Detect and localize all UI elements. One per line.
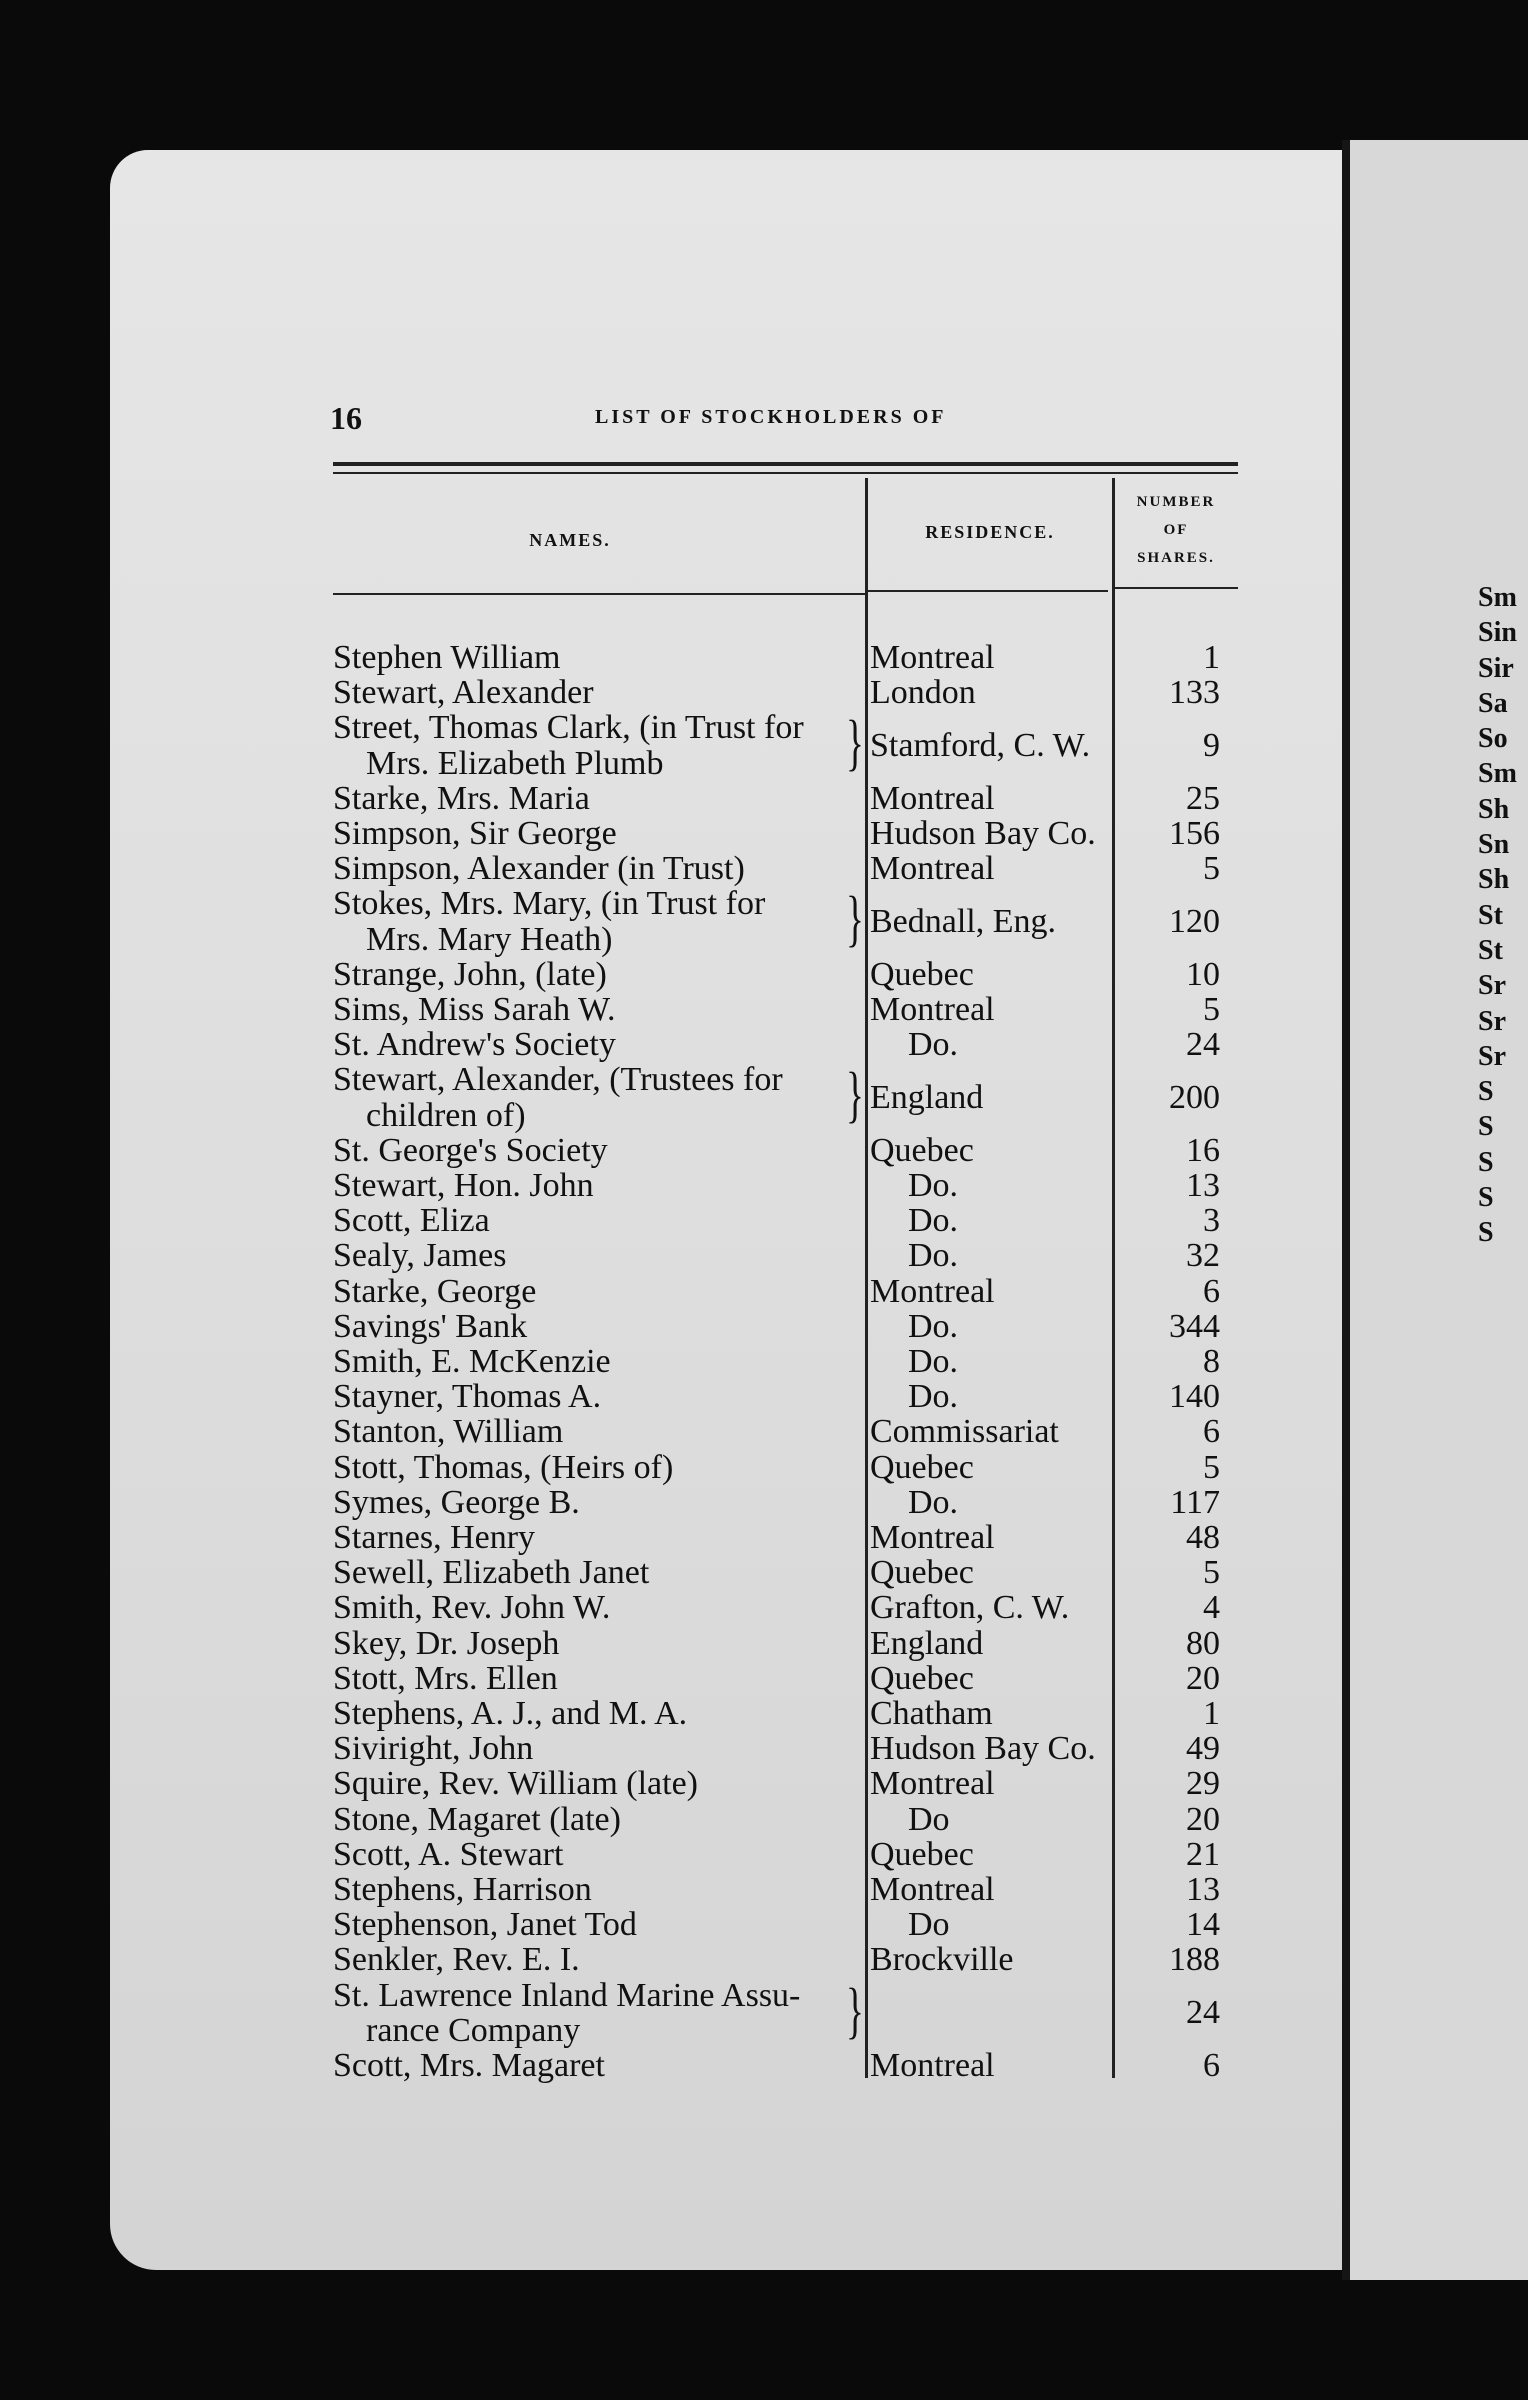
stockholder-shares: 117 (1170, 1483, 1220, 1521)
stockholder-name: Stephens, A. J., and M. A. (333, 1695, 688, 1732)
stockholder-name: Street, Thomas Clark, (in Trust for (333, 709, 804, 747)
stockholder-shares: 200 (1169, 1079, 1220, 1116)
stockholder-shares: 13 (1186, 1871, 1220, 1908)
stockholder-shares: 20 (1186, 1800, 1220, 1838)
shares-header-line-2: OF (1163, 522, 1189, 538)
stockholder-name: Sealy, James (333, 1237, 507, 1275)
stockholder-shares: 10 (1186, 955, 1220, 993)
stockholder-name: St. Lawrence Inland Marine Assu- (333, 1976, 801, 2014)
facing-page-fragment: Sh (1478, 864, 1510, 896)
facing-page-fragment: Sm (1478, 758, 1517, 790)
stockholder-shares: 120 (1169, 903, 1220, 940)
facing-page-fragment: S (1478, 1217, 1494, 1249)
stockholder-shares: 25 (1186, 779, 1220, 817)
stockholder-shares: 14 (1186, 1906, 1220, 1944)
stockholder-shares: 9 (1203, 727, 1220, 764)
brace-mark: } (845, 709, 864, 778)
stockholder-name: St. Andrew's Society (333, 1026, 616, 1064)
stockholder-residence: Montreal (870, 850, 995, 888)
document-page (110, 150, 1435, 2270)
stockholder-shares: 24 (1186, 1994, 1220, 2032)
stockholder-residence: Montreal (870, 779, 995, 817)
facing-page-fragment: Sr (1478, 970, 1506, 1002)
facing-page-fragment: Sh (1478, 793, 1510, 825)
stockholder-name: Sims, Miss Sarah W. (333, 991, 616, 1028)
top-rule-thick (333, 462, 1238, 466)
header-bottom-rule (333, 593, 868, 595)
stockholder-name: Skey, Dr. Joseph (333, 1624, 560, 1662)
stockholder-shares: 5 (1203, 991, 1220, 1028)
stockholder-residence: Do. (908, 1378, 959, 1416)
stockholder-name: Stephen William (333, 639, 561, 676)
facing-page-fragment: So (1478, 723, 1508, 755)
stockholder-name: Stewart, Hon. John (333, 1167, 594, 1204)
stockholder-name: Stayner, Thomas A. (333, 1378, 602, 1416)
brace-mark: } (845, 1061, 864, 1130)
stockholder-shares: 5 (1203, 1448, 1220, 1486)
stockholder-residence: Montreal (870, 2047, 995, 2084)
stockholder-name: Stott, Thomas, (Heirs of) (333, 1448, 674, 1486)
stockholder-name: Scott, Eliza (333, 1202, 490, 1240)
stockholder-residence: Hudson Bay Co. (870, 815, 1096, 852)
stockholder-shares: 32 (1186, 1237, 1220, 1275)
stockholder-name: Symes, George B. (333, 1483, 580, 1521)
page-gutter (1342, 140, 1350, 2280)
stockholder-name: Squire, Rev. William (late) (333, 1765, 698, 1803)
stockholder-name: Stewart, Alexander (333, 674, 594, 712)
facing-page-fragment: S (1478, 1146, 1494, 1178)
column-divider-1 (865, 478, 868, 2078)
stockholder-name: Senkler, Rev. E. I. (333, 1941, 580, 1979)
stockholder-name: Stephens, Harrison (333, 1871, 592, 1908)
stockholder-name: Scott, A. Stewart (333, 1835, 564, 1873)
facing-page-fragment: Sr (1478, 1005, 1506, 1037)
stockholder-name: Starnes, Henry (333, 1519, 536, 1556)
stockholder-residence: Commissariat (870, 1413, 1059, 1451)
stockholder-residence: England (870, 1079, 984, 1116)
stockholder-residence: England (870, 1624, 984, 1662)
stockholder-residence: Do. (908, 1307, 959, 1345)
stockholder-residence: Hudson Bay Co. (870, 1730, 1096, 1768)
stockholder-shares: 140 (1169, 1378, 1220, 1416)
stockholder-name: Simpson, Alexander (in Trust) (333, 850, 745, 888)
stockholder-residence: Grafton, C. W. (870, 1589, 1070, 1627)
stockholder-shares: 3 (1203, 1202, 1220, 1240)
stockholder-shares: 4 (1203, 1589, 1220, 1627)
stockholder-shares: 49 (1186, 1730, 1220, 1768)
stockholder-residence: Bednall, Eng. (870, 903, 1057, 940)
stockholder-name: Stott, Mrs. Ellen (333, 1659, 558, 1697)
stockholder-shares: 6 (1203, 2047, 1220, 2084)
stockholder-shares: 344 (1169, 1307, 1220, 1345)
stockholder-name: Stone, Magaret (late) (333, 1800, 621, 1838)
stockholder-shares: 156 (1169, 815, 1220, 852)
shares-header-line-1: NUMBER (1136, 494, 1216, 510)
facing-page-fragment: S (1478, 1111, 1494, 1143)
facing-page-fragment: Sir (1478, 652, 1514, 684)
stockholder-name: Starke, Mrs. Maria (333, 779, 590, 817)
stockholder-residence: Montreal (870, 1765, 995, 1803)
residence-header: RESIDENCE. (925, 522, 1055, 542)
page-header (330, 400, 1235, 436)
top-rule-thin (333, 472, 1238, 474)
stockholder-residence: Quebec (870, 1835, 974, 1873)
stockholder-shares: 188 (1169, 1941, 1220, 1979)
stockholder-name-continued: children of) (366, 1096, 526, 1134)
page-number: 16 (330, 400, 362, 436)
stockholder-name: Smith, Rev. John W. (333, 1589, 611, 1627)
header-bottom-rule-mid (868, 590, 1108, 592)
stockholder-name: Smith, E. McKenzie (333, 1343, 611, 1380)
stockholder-shares: 80 (1186, 1624, 1220, 1662)
facing-page-fragment: Sin (1478, 617, 1517, 649)
stockholder-residence: London (870, 674, 976, 712)
stockholder-shares: 133 (1169, 674, 1220, 712)
stockholder-name: Starke, George (333, 1272, 537, 1310)
stockholder-shares: 1 (1203, 1695, 1220, 1732)
stockholder-name: Sewell, Elizabeth Janet (333, 1554, 650, 1592)
stockholder-residence: Quebec (870, 1131, 974, 1169)
brace-mark: } (845, 885, 864, 954)
stockholder-name: St. George's Society (333, 1131, 608, 1169)
stockholder-residence: Quebec (870, 1554, 974, 1592)
shares-header-line-3: SHARES. (1137, 550, 1215, 566)
stockholder-name: Stephenson, Janet Tod (333, 1906, 637, 1944)
stockholder-residence: Quebec (870, 955, 974, 993)
stockholder-residence: Do. (908, 1483, 959, 1521)
stockholder-shares: 5 (1203, 1554, 1220, 1592)
stockholder-shares: 20 (1186, 1659, 1220, 1697)
stockholder-name: Simpson, Sir George (333, 815, 617, 852)
stockholder-residence: Montreal (870, 1871, 995, 1908)
stockholder-shares: 6 (1203, 1413, 1220, 1451)
stockholder-residence: Montreal (870, 639, 995, 676)
facing-page-fragment: S (1478, 1182, 1494, 1214)
stockholder-shares: 16 (1186, 1131, 1220, 1169)
facing-page-fragment: Sm (1478, 582, 1517, 613)
brace-mark: } (845, 1976, 864, 2045)
stockholder-residence: Stamford, C. W. (870, 727, 1091, 764)
stockholder-shares: 29 (1186, 1765, 1220, 1803)
stockholder-name: Stokes, Mrs. Mary, (in Trust for (333, 885, 766, 923)
header-bottom-rule-right (1112, 587, 1238, 589)
stockholder-residence: Montreal (870, 1272, 995, 1310)
stockholder-name: Stewart, Alexander, (Trustees for (333, 1061, 783, 1099)
stockholder-residence: Quebec (870, 1659, 974, 1697)
stockholder-shares: 13 (1186, 1167, 1220, 1204)
shares-header (1114, 488, 1238, 572)
stockholder-residence: Do. (908, 1202, 959, 1240)
stockholder-residence: Do (908, 1906, 950, 1944)
facing-page-fragment: Sn (1478, 829, 1510, 861)
names-header: NAMES. (529, 530, 611, 550)
facing-page-fragment: Sr (1478, 1040, 1506, 1072)
stockholder-name-continued: Mrs. Elizabeth Plumb (366, 744, 664, 782)
stockholder-residence: Brockville (870, 1941, 1014, 1979)
stockholder-residence: Do. (908, 1167, 959, 1204)
stockholder-shares: 48 (1186, 1519, 1220, 1556)
stockholder-shares: 8 (1203, 1343, 1220, 1380)
stockholder-residence: Do (908, 1800, 950, 1838)
running-head: LIST OF STOCKHOLDERS OF (595, 406, 947, 428)
stockholder-name-continued: rance Company (366, 2011, 581, 2049)
stockholder-shares: 1 (1203, 639, 1220, 676)
stockholder-residence: Chatham (870, 1695, 993, 1732)
stockholder-residence: Do. (908, 1237, 959, 1275)
stockholder-residence: Do. (908, 1343, 959, 1380)
stockholder-name: Siviright, John (333, 1730, 534, 1768)
stockholder-name: Savings' Bank (333, 1307, 528, 1345)
stockholder-residence: Montreal (870, 991, 995, 1028)
facing-page-fragment: St (1478, 934, 1503, 966)
stockholder-name: Strange, John, (late) (333, 955, 607, 993)
stockholder-name-continued: Mrs. Mary Heath) (366, 920, 613, 958)
facing-page-fragment: S (1478, 1076, 1494, 1108)
stockholder-shares: 21 (1186, 1835, 1220, 1873)
column-divider-2 (1112, 478, 1115, 2078)
stockholder-shares: 24 (1186, 1026, 1220, 1064)
stockholder-residence: Do. (908, 1026, 959, 1064)
facing-page-fragment: Sa (1478, 687, 1508, 719)
facing-page-fragment: St (1478, 899, 1503, 931)
stockholder-residence: Quebec (870, 1448, 974, 1486)
stockholder-name: Scott, Mrs. Magaret (333, 2047, 605, 2084)
stockholder-name: Stanton, William (333, 1413, 564, 1451)
stockholder-shares: 5 (1203, 850, 1220, 888)
stockholder-shares: 6 (1203, 1272, 1220, 1310)
stockholder-residence: Montreal (870, 1519, 995, 1556)
facing-page-letters (1478, 580, 1528, 1251)
